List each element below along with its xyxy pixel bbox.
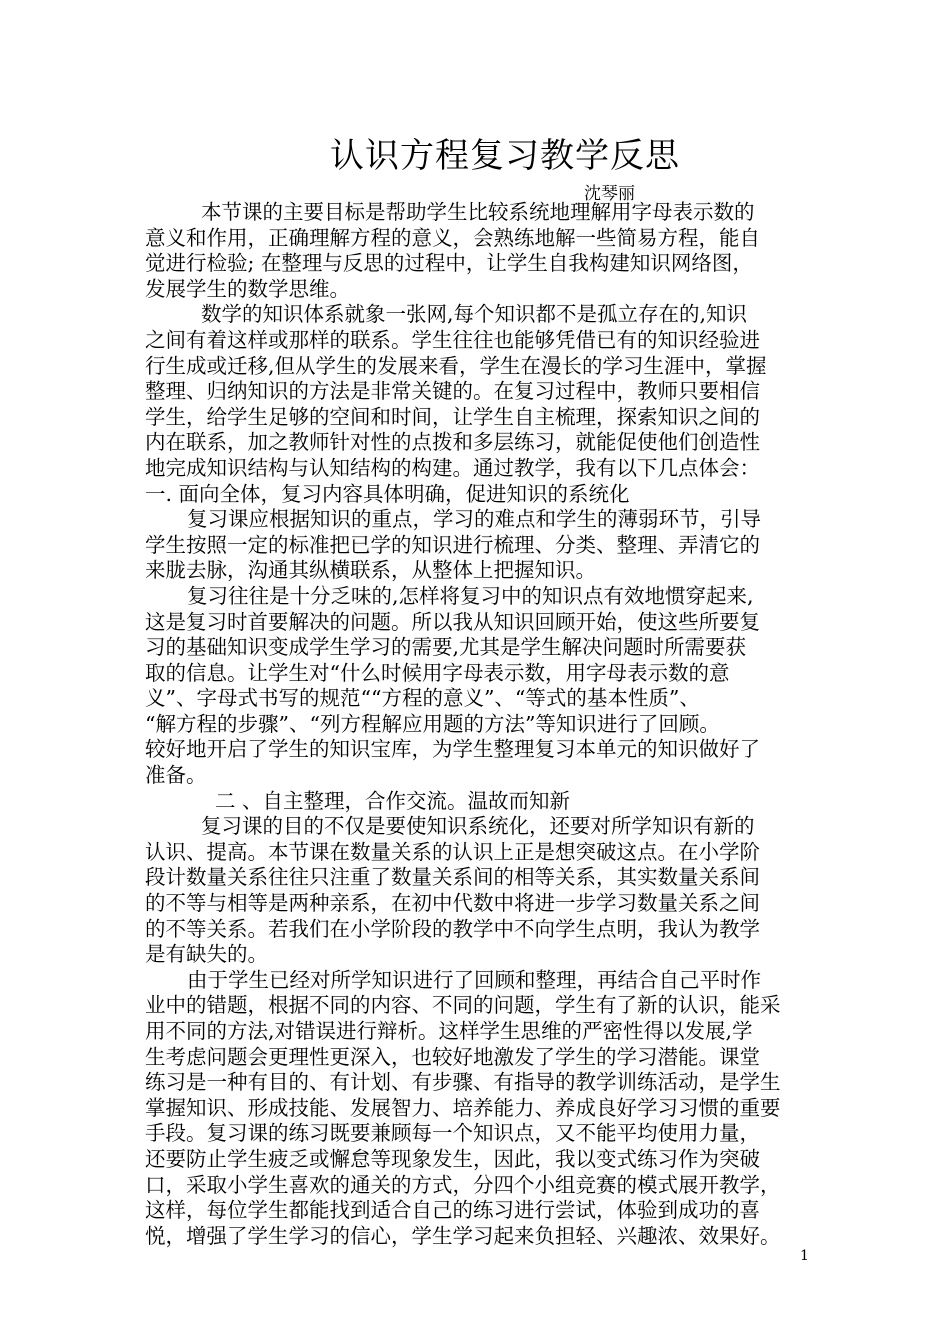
text-line: 数学的知识体系就象一张网,每个知识都不是孤立存在的,知识: [201, 302, 748, 327]
text-line: 悦，增强了学生学习的信心，学生学习起来负担轻、兴趣浓、效果好。: [145, 1223, 781, 1248]
text-line: 整理、归纳知识的方法是非常关键的。在复习过程中，教师只要相信: [145, 379, 760, 404]
text-line: 内在联系，加之教师针对性的点拨和多层练习，就能促使他们创造性: [145, 430, 760, 455]
text-line: 掌握知识、形成技能、发展智力、培养能力、养成良好学习习惯的重要: [145, 1095, 781, 1120]
text-line: 意义和作用，正确理解方程的意义，会熟练地解一些简易方程，能自: [145, 225, 760, 250]
text-line: 业中的错题，根据不同的内容、不同的问题，学生有了新的认识，能采: [145, 993, 781, 1018]
text-line: 之间有着这样或那样的联系。学生往往也能够凭借已有的知识经验进: [145, 327, 760, 352]
text-line: 复习往往是十分乏味的,怎样将复习中的知识点有效地惯穿起来,: [187, 583, 754, 608]
text-line: 义”、字母式书写的规范““方程的意义”、“等式的基本性质”、: [145, 686, 700, 711]
section-heading: 一. 面向全体，复习内容具体明确，促进知识的系统化: [145, 481, 630, 506]
text-line: 用不同的方法,对错误进行辩析。这样学生思维的严密性得以发展,学: [145, 1019, 753, 1043]
page-number: 1: [800, 1248, 809, 1264]
text-line: 学生按照一定的标准把已学的知识进行梳理、分类、整理、弄清它的: [145, 532, 760, 557]
text-line: 习的基础知识变成学生学习的需要,尤其是学生解决问题时所需要获: [145, 635, 747, 660]
text-line: 复习课的目的不仅是要使知识系统化，还要对所学知识有新的: [201, 814, 755, 839]
text-line: 由于学生已经对所学知识进行了回顾和整理，再结合自己平时作: [187, 967, 761, 992]
text-line: 还要防止学生疲乏或懈怠等现象发生，因此，我以变式练习作为突破: [145, 1146, 760, 1171]
text-line: 本节课的主要目标是帮助学生比较系统地理解用字母表示数的: [201, 200, 755, 224]
text-line: 来胧去脉，沟通其纵横联系，从整体上把握知识。: [145, 558, 596, 583]
text-line: 取的信息。让学生对“什么时候用字母表示数，用字母表示数的意: [145, 660, 730, 685]
text-line: 认识、提高。本节课在数量关系的认识上正是想突破这点。在小学阶: [145, 839, 760, 864]
text-line: 段计数量关系往往只注重了数量关系间的相等关系，其实数量关系间: [145, 865, 760, 890]
text-line: 这样，每位学生都能找到适合自己的练习进行尝试，体验到成功的喜: [145, 1198, 760, 1223]
text-line: 是有缺失的。: [145, 942, 268, 967]
text-line: 学生，给学生足够的空间和时间，让学生自主梳理，探索知识之间的: [145, 404, 760, 429]
author-name: 沈琴丽: [584, 184, 635, 204]
text-line: 的不等关系。若我们在小学阶段的教学中不向学生点明，我认为教学: [145, 916, 760, 941]
text-line: 复习课应根据知识的重点，学习的难点和学生的薄弱环节，引导: [187, 507, 761, 532]
text-line: 练习是一种有目的、有计划、有步骤、有指导的教学训练活动，是学生: [145, 1070, 781, 1095]
text-line: 较好地开启了学生的知识宝库，为学生整理复习本单元的知识做好了: [145, 737, 760, 762]
text-line: 发展学生的数学思维。: [145, 276, 350, 301]
text-line: 准备。: [145, 763, 207, 788]
document-title: 认识方程复习教学反思: [330, 136, 680, 176]
text-line: 的不等与相等是两种亲系，在初中代数中将进一步学习数量关系之间: [145, 891, 760, 916]
text-line: 行生成或迁移,但从学生的发展来看，学生在漫长的学习生涯中，掌握: [145, 353, 767, 378]
text-line: 这是复习时首要解决的问题。所以我从知识回顾开始，使这些所要复: [145, 609, 760, 634]
text-line: 觉进行检验; 在整理与反思的过程中，让学生自我构建知识网络图，: [145, 251, 753, 276]
text-line: 生考虑问题会更理性更深入，也较好地激发了学生的学习潜能。课堂: [145, 1044, 760, 1069]
document-body: [145, 200, 810, 1249]
text-line: 口，采取小学生喜欢的通关的方式，分四个小组竞赛的模式展开教学，: [145, 1172, 781, 1197]
text-line: 地完成知识结构与认知结构的构建。通过教学，我有以下几点体会：: [145, 455, 760, 480]
text-line: “解方程的步骤”、“列方程解应用题的方法”等知识进行了回顾。: [145, 711, 720, 736]
text-line: 手段。复习课的练习既要兼顾每一个知识点，又不能平均使用力量，: [145, 1121, 760, 1146]
section-heading: 二 、自主整理，合作交流。温故而知新: [215, 788, 571, 813]
